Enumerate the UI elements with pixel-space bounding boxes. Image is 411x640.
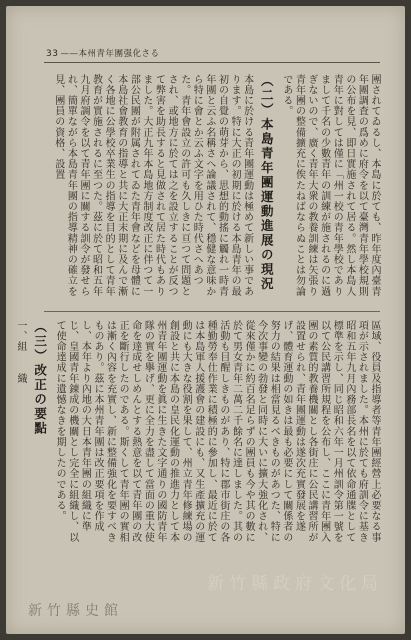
paragraph: 本島に於ける青年團運動は極めて新しい事であります。特に大正の初期に於ける本島青年の最初の自覺の萌芽から、思想的動搖に觸れ一時青年團と云ふ名稱さへ論議されて、穩健な意味から特に會とか云ふ文字を用ひた時代さへあつた。青年會設立の許可も久しきに亘つて問題とされ、或地方に於ては之を設立することが反つて弊害を助長すると見做されて居た時代もありました。大正九年本島地方制度改正に伴つて一部公民團が附属されてゐた青年會などを母體に本島社會教育の指導と共に大正末期に及んで漸く各地に公學校卒業生の指導を目的として青年教育が實施されるに至つた。茲に於て昭和五年九月府調令を以て青年團に關する訓令が發せられ、簡單ながら本島青年團の指導精神の確立を見、團員の資格、設置: [52, 74, 253, 297]
book-page: [6, 6, 405, 634]
running-header: [46, 47, 159, 59]
lower-text-block: [14, 320, 380, 550]
header-rule: [44, 62, 380, 63]
watermark-museum: 新竹縣史館: [28, 603, 123, 619]
paragraph: 區域、役員及指導者等青年團經營上必要なる事項が示されました。本州に於ても府訓令に基き昭和五年九月內務部長名を以て依命通牒として標準を示し、同じ昭和六年一月州訓令第一號を以て公民講習所規程を公布し、ここに青年團入團の素質的教養機關とし各街庄に公民講習所が設置せられ、青年團運動は遂次充實發展を遂げ、體育運動の如きは最も必要にして關係者の努力の結果は相當見るべきものがあつた、特に今次事變の勃發と同時に大いに擴大強化され、從來僅かに約百名足らずの團員も今や其の數に於て男女青年二萬二千餘名に達しました。其の活動も目醒しきものがあり、特に郡市街庄の各種勤勞奉仕作業に積極的に參加し、最近に於ては本島軍人援護會の建設にも、又生產擴充の運動にも大きな役割を果して、州立青年修練場の創設と共に本島の皇民化運動の推進力として本州青年團運動を眞に生きた文字通りの國防青年隊の實を擧げ、更に全力を盡して當面の重大使命を達成せしめんとする熱意を以て青年團の改正を斷行したのである。斯くして青年團の實相は漸く內容を充實し、新に整備強化を要すべきものあり。茲に本州青年團は改正要項を作成し、本年より內地の大日本青年團の組織に準じ、皇國青年錬成の機關とし完全に組織し、以て使命達成に遺憾なきを期したのである。: [54, 320, 380, 543]
page-number: 33: [46, 49, 59, 59]
section-heading: （二）本島青年團運動進展の現況: [259, 74, 275, 292]
list-item: 一、組 織: [14, 320, 26, 384]
paragraph: 團されてゐるし、本島に於ても、昨年度內臺青年團調査の爲めに府令を以て臺灣青年學校規則の公布を見、即日實施されて居る。然し本島人青年に對しては僅に「州一校の青年學校でありまして千名の少數青年の訓練が施されるのに過ぎないので、廣く青年大衆の教養訓練は矢張り青年團の整備擴充に俟たねばならぬことは勿論である。: [280, 74, 380, 297]
watermark-bureau: 新竹縣政府文化局: [207, 574, 383, 594]
upper-text-block: [46, 74, 380, 302]
section-heading: （三）改正の要點: [32, 320, 48, 436]
column-divider: [44, 311, 380, 312]
running-title: ——本州青年團强化さる: [60, 49, 160, 59]
